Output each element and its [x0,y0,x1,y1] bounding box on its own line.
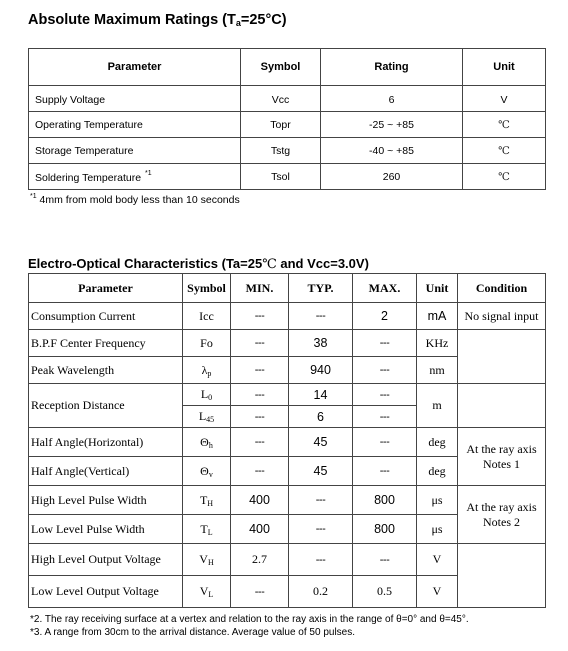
cell-min: --- [231,457,289,486]
cell-max: --- [353,384,417,406]
cell-rating: -25 ~ +85 [321,112,463,138]
cell-condition: No signal input [458,303,546,330]
cell-typ: 45 [289,428,353,457]
cell-min: 2.7 [231,544,289,576]
cell-unit: ℃ [463,138,546,164]
col-header-symbol: Symbol [241,49,321,86]
col-header-rating: Rating [321,49,463,86]
cell-parameter: Low Level Pulse Width [29,515,183,544]
cell-symbol: VL [183,576,231,608]
cell-min: 400 [231,515,289,544]
cell-parameter: Reception Distance [29,384,183,428]
table-row [29,330,546,357]
cell-symbol: Topr [241,112,321,138]
cell-parameter: Storage Temperature [29,138,241,164]
cell-typ: 0.2 [289,576,353,608]
cell-min: --- [231,303,289,330]
cell-max: --- [353,357,417,384]
col-header-min: MIN. [231,274,289,303]
cell-min: --- [231,330,289,357]
footnote-marker: *1 [30,193,37,200]
cell-rating: -40 ~ +85 [321,138,463,164]
electro-optical-title: Electro-Optical Characteristics (Ta=25℃ and Vcc=3.0V) [28,256,369,272]
cell-symbol: Θv [183,457,231,486]
cell-symbol: L45 [183,406,231,428]
cell-parameter: Operating Temperature [29,112,241,138]
cell-unit: deg [417,428,458,457]
cell-typ: 6 [289,406,353,428]
cell-max: --- [353,544,417,576]
cell-symbol: TH [183,486,231,515]
cell-rating: 6 [321,86,463,112]
abs-max-title: Absolute Maximum Ratings $(T_a=25^\circ C)$ [28,12,287,28]
cell-symbol: Icc [183,303,231,330]
cell-max: --- [353,330,417,357]
cell-condition: At the ray axis Notes 2 [458,486,546,544]
cell-symbol: Θh [183,428,231,457]
cell-unit: ℃ [463,112,546,138]
cell-unit: mA [417,303,458,330]
table-row [29,384,546,406]
cell-symbol: Vcc [241,86,321,112]
cell-parameter: Half Angle(Horizontal) [29,428,183,457]
cell-unit: m [417,384,458,428]
cell-min: --- [231,428,289,457]
electro-optical-table [28,273,546,608]
cell-max: --- [353,428,417,457]
cell-condition-empty [458,544,546,608]
col-header-condition: Condition [458,274,546,303]
note-2: *2. The ray receiving surface at a vertex and relation to the ray axis in the range of θ=0° and θ=45°. [30,614,469,625]
cell-parameter: B.P.F Center Frequency [29,330,183,357]
cell-unit: deg [417,457,458,486]
cell-parameter: Peak Wavelength [29,357,183,384]
cell-min: --- [231,406,289,428]
table-header-row [29,274,546,303]
cell-parameter [29,164,241,190]
cell-parameter: High Level Pulse Width [29,486,183,515]
parameter-label: Soldering Temperature [35,171,142,184]
table-row [29,138,546,164]
cell-parameter: Half Angle(Vertical) [29,457,183,486]
abs-max-table [28,48,546,190]
cell-unit: V [417,544,458,576]
col-header-symbol: Symbol [183,274,231,303]
cell-unit: V [417,576,458,608]
cell-typ: --- [289,515,353,544]
cell-symbol: VH [183,544,231,576]
table-row [29,486,546,515]
cell-unit: V [463,86,546,112]
electro-optical-notes [30,614,469,639]
col-header-unit: Unit [417,274,458,303]
note-3: *3. A range from 30cm to the arrival distance. Average value of 50 pulses. [30,626,356,638]
col-header-parameter: Parameter [29,49,241,86]
cell-typ: 14 [289,384,353,406]
table-row [29,428,546,457]
cell-max: 2 [353,303,417,330]
cell-typ: 940 [289,357,353,384]
cell-symbol: Tsol [241,164,321,190]
table-row [29,544,546,576]
cell-condition-empty [458,330,546,384]
table-row [29,164,546,190]
cell-symbol: λp [183,357,231,384]
cell-typ: 38 [289,330,353,357]
cell-min: 400 [231,486,289,515]
cell-unit: nm [417,357,458,384]
cell-max: 800 [353,486,417,515]
cell-min: --- [231,384,289,406]
cell-min: --- [231,576,289,608]
cell-typ: --- [289,303,353,330]
footnote-text: 4mm from mold body less than 10 seconds [39,194,240,206]
cell-condition: At the ray axis Notes 1 [458,428,546,486]
col-header-max: MAX. [353,274,417,303]
cell-typ: --- [289,486,353,515]
cell-max: --- [353,457,417,486]
cell-symbol: TL [183,515,231,544]
col-header-parameter: Parameter [29,274,183,303]
cell-parameter: High Level Output Voltage [29,544,183,576]
table-row [29,303,546,330]
cell-max: 800 [353,515,417,544]
col-header-unit: Unit [463,49,546,86]
col-header-typ: TYP. [289,274,353,303]
cell-unit: ℃ [463,164,546,190]
cell-parameter: Low Level Output Voltage [29,576,183,608]
table-row [29,86,546,112]
cell-max: --- [353,406,417,428]
cell-symbol: Fo [183,330,231,357]
cell-unit: μs [417,515,458,544]
cell-condition-empty [458,384,546,428]
cell-symbol: L0 [183,384,231,406]
cell-unit: KHz [417,330,458,357]
cell-rating: 260 [321,164,463,190]
cell-max: 0.5 [353,576,417,608]
table-header-row [29,49,546,86]
cell-parameter: Consumption Current [29,303,183,330]
table-row [29,112,546,138]
cell-typ: 45 [289,457,353,486]
cell-symbol: Tstg [241,138,321,164]
cell-min: --- [231,357,289,384]
cell-typ: --- [289,544,353,576]
abs-max-footnote [30,193,240,206]
footnote-marker: *1 [145,169,152,177]
cell-unit: μs [417,486,458,515]
cell-parameter: Supply Voltage [29,86,241,112]
